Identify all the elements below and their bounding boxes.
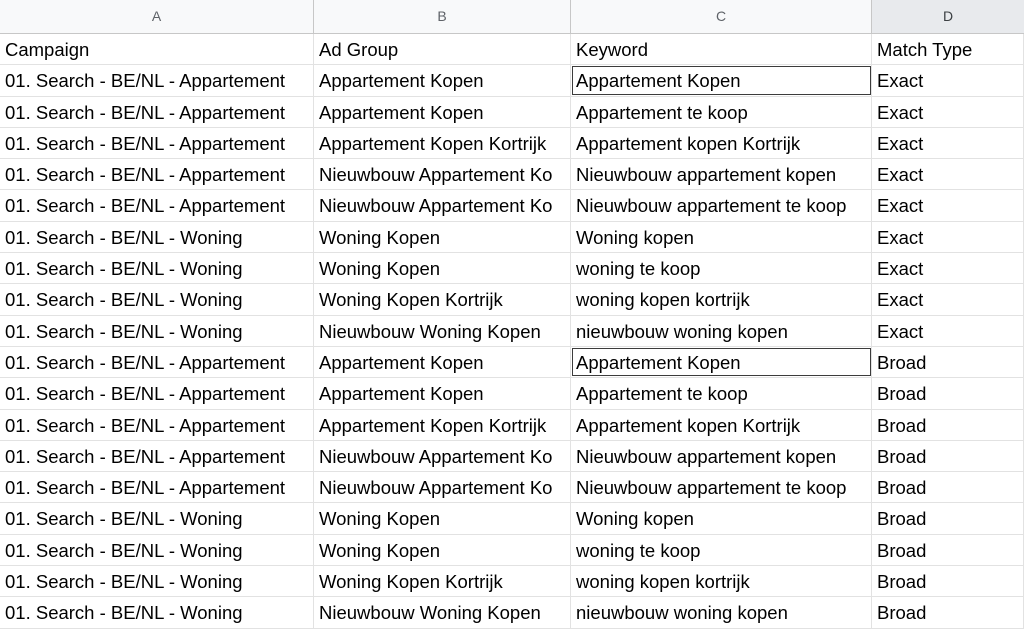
column-header-a[interactable]: A [0, 0, 314, 33]
table-row [0, 472, 1024, 503]
table-row [0, 222, 1024, 253]
campaign-cell[interactable]: 01. Search - BE/NL - Appartement [0, 97, 314, 127]
match-type-cell[interactable]: Exact [872, 222, 1024, 252]
match-type-cell[interactable]: Exact [872, 190, 1024, 220]
table-row [0, 128, 1024, 159]
match-type-cell[interactable]: Broad [872, 535, 1024, 565]
column-header-bar [0, 0, 1024, 34]
ad-group-cell[interactable]: Nieuwbouw Appartement Ko [314, 472, 571, 502]
campaign-cell[interactable]: 01. Search - BE/NL - Woning [0, 597, 314, 627]
match-type-cell[interactable]: Broad [872, 347, 1024, 377]
campaign-cell[interactable]: 01. Search - BE/NL - Woning [0, 253, 314, 283]
cell-header-campaign[interactable]: Campaign [0, 34, 314, 64]
table-row [0, 535, 1024, 566]
campaign-cell[interactable]: 01. Search - BE/NL - Woning [0, 222, 314, 252]
ad-group-cell[interactable]: Appartement Kopen [314, 65, 571, 95]
table-row [0, 65, 1024, 96]
ad-group-cell[interactable]: Nieuwbouw Woning Kopen [314, 597, 571, 627]
keyword-cell[interactable]: Woning kopen [571, 503, 872, 533]
ad-group-cell[interactable]: Woning Kopen [314, 253, 571, 283]
keyword-cell[interactable]: Appartement kopen Kortrijk [571, 410, 872, 440]
campaign-cell[interactable]: 01. Search - BE/NL - Appartement [0, 159, 314, 189]
table-row [0, 190, 1024, 221]
ad-group-cell[interactable]: Nieuwbouw Woning Kopen [314, 316, 571, 346]
ad-group-cell[interactable]: Appartement Kopen [314, 347, 571, 377]
keyword-cell[interactable]: woning kopen kortrijk [571, 284, 872, 314]
ad-group-cell[interactable]: Woning Kopen [314, 503, 571, 533]
keyword-cell[interactable]: nieuwbouw woning kopen [571, 316, 872, 346]
match-type-cell[interactable]: Broad [872, 597, 1024, 627]
table-row [0, 441, 1024, 472]
header-row [0, 34, 1024, 65]
campaign-cell[interactable]: 01. Search - BE/NL - Appartement [0, 410, 314, 440]
keyword-cell[interactable]: Nieuwbouw appartement te koop [571, 472, 872, 502]
keyword-cell[interactable]: woning kopen kortrijk [571, 566, 872, 596]
match-type-cell[interactable]: Broad [872, 503, 1024, 533]
cell-header-ad-group[interactable]: Ad Group [314, 34, 571, 64]
table-row [0, 316, 1024, 347]
keyword-cell[interactable]: Appartement Kopen [571, 347, 872, 377]
keyword-cell[interactable]: woning te koop [571, 535, 872, 565]
keyword-cell[interactable]: Appartement kopen Kortrijk [571, 128, 872, 158]
keyword-cell[interactable]: Appartement te koop [571, 97, 872, 127]
match-type-cell[interactable]: Exact [872, 316, 1024, 346]
ad-group-cell[interactable]: Woning Kopen Kortrijk [314, 566, 571, 596]
ad-group-cell[interactable]: Nieuwbouw Appartement Ko [314, 159, 571, 189]
campaign-cell[interactable]: 01. Search - BE/NL - Woning [0, 316, 314, 346]
campaign-cell[interactable]: 01. Search - BE/NL - Woning [0, 284, 314, 314]
ad-group-cell[interactable]: Appartement Kopen Kortrijk [314, 128, 571, 158]
ad-group-cell[interactable]: Woning Kopen [314, 535, 571, 565]
column-header-c[interactable]: C [571, 0, 872, 33]
match-type-cell[interactable]: Broad [872, 378, 1024, 408]
cell-grid [0, 34, 1024, 629]
table-row [0, 284, 1024, 315]
keyword-cell[interactable]: Appartement te koop [571, 378, 872, 408]
column-header-d[interactable]: D [872, 0, 1024, 33]
table-row [0, 253, 1024, 284]
ad-group-cell[interactable]: Appartement Kopen [314, 97, 571, 127]
match-type-cell[interactable]: Exact [872, 284, 1024, 314]
campaign-cell[interactable]: 01. Search - BE/NL - Appartement [0, 65, 314, 95]
keyword-cell[interactable]: Appartement Kopen [571, 65, 872, 95]
table-row [0, 159, 1024, 190]
keyword-cell[interactable]: Nieuwbouw appartement kopen [571, 441, 872, 471]
campaign-cell[interactable]: 01. Search - BE/NL - Appartement [0, 128, 314, 158]
campaign-cell[interactable]: 01. Search - BE/NL - Woning [0, 535, 314, 565]
table-row [0, 378, 1024, 409]
campaign-cell[interactable]: 01. Search - BE/NL - Appartement [0, 347, 314, 377]
keyword-cell[interactable]: woning te koop [571, 253, 872, 283]
campaign-cell[interactable]: 01. Search - BE/NL - Appartement [0, 190, 314, 220]
cell-header-keyword[interactable]: Keyword [571, 34, 872, 64]
campaign-cell[interactable]: 01. Search - BE/NL - Appartement [0, 441, 314, 471]
match-type-cell[interactable]: Broad [872, 472, 1024, 502]
keyword-cell[interactable]: nieuwbouw woning kopen [571, 597, 872, 627]
campaign-cell[interactable]: 01. Search - BE/NL - Appartement [0, 378, 314, 408]
match-type-cell[interactable]: Exact [872, 253, 1024, 283]
match-type-cell[interactable]: Broad [872, 441, 1024, 471]
campaign-cell[interactable]: 01. Search - BE/NL - Appartement [0, 472, 314, 502]
ad-group-cell[interactable]: Nieuwbouw Appartement Ko [314, 441, 571, 471]
match-type-cell[interactable]: Broad [872, 566, 1024, 596]
ad-group-cell[interactable]: Woning Kopen [314, 222, 571, 252]
campaign-cell[interactable]: 01. Search - BE/NL - Woning [0, 566, 314, 596]
table-row [0, 503, 1024, 534]
keyword-cell[interactable]: Nieuwbouw appartement kopen [571, 159, 872, 189]
table-row [0, 347, 1024, 378]
campaign-cell[interactable]: 01. Search - BE/NL - Woning [0, 503, 314, 533]
ad-group-cell[interactable]: Appartement Kopen Kortrijk [314, 410, 571, 440]
match-type-cell[interactable]: Exact [872, 97, 1024, 127]
table-row [0, 566, 1024, 597]
keyword-cell[interactable]: Woning kopen [571, 222, 872, 252]
match-type-cell[interactable]: Exact [872, 65, 1024, 95]
table-row [0, 597, 1024, 628]
keyword-cell[interactable]: Nieuwbouw appartement te koop [571, 190, 872, 220]
ad-group-cell[interactable]: Nieuwbouw Appartement Ko [314, 190, 571, 220]
cell-header-match-type[interactable]: Match Type [872, 34, 1024, 64]
column-header-b[interactable]: B [314, 0, 571, 33]
ad-group-cell[interactable]: Woning Kopen Kortrijk [314, 284, 571, 314]
table-row [0, 410, 1024, 441]
match-type-cell[interactable]: Exact [872, 128, 1024, 158]
match-type-cell[interactable]: Broad [872, 410, 1024, 440]
match-type-cell[interactable]: Exact [872, 159, 1024, 189]
ad-group-cell[interactable]: Appartement Kopen [314, 378, 571, 408]
table-row [0, 97, 1024, 128]
